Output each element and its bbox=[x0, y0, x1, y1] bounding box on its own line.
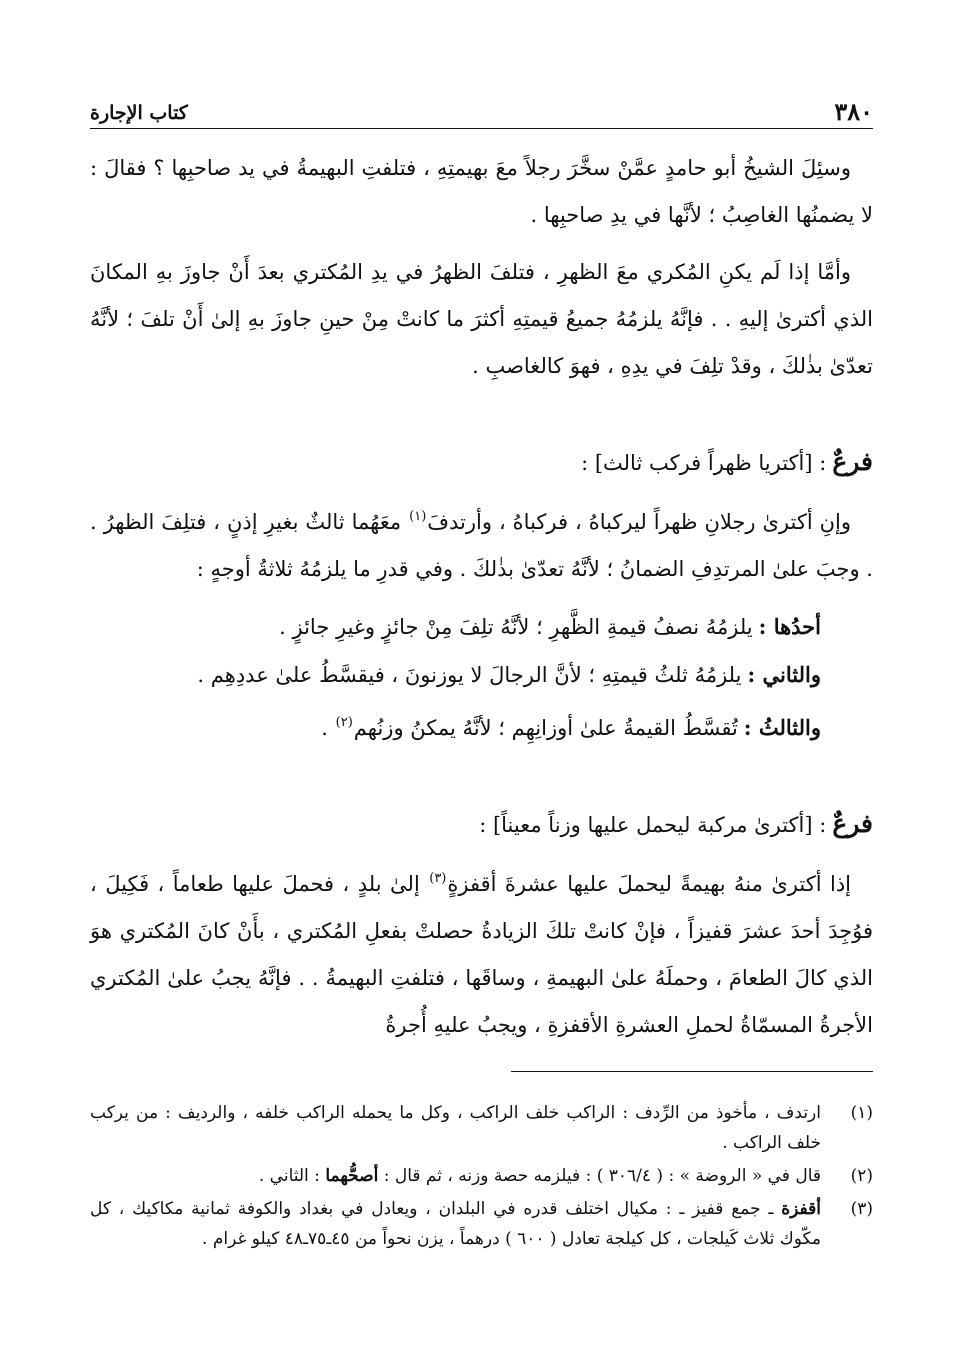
opinion-text: يلزمُهُ نصفُ قيمةِ الظَّهرِ ؛ لأنَّهُ تلِفَ مِنْ جائزٍ وغيرِ جائزٍ . bbox=[279, 615, 753, 639]
page-number: ٣٨٠ bbox=[834, 97, 873, 126]
paragraph-abu-hamid: وسئِلَ الشيخُ أبو حامدٍ عمَّنْ سخَّرَ رجلاً معَ بهيمتِهِ ، فتلفتِ البهيمةُ في يد صاحبِها ؟ فقالَ : لا يضمنُها الغاصِبُ ؛ لأنَّها في يدِ صاحبِها . bbox=[90, 156, 873, 227]
footnote-1 bbox=[90, 1098, 873, 1158]
footnotes bbox=[90, 1098, 873, 1257]
opinion-lead: والثاني : bbox=[747, 662, 821, 687]
footnote-bold: أصحُّهما bbox=[325, 1166, 379, 1186]
footnote-ref-3: (٣) bbox=[429, 871, 447, 886]
footnote-text bbox=[90, 1194, 821, 1254]
paragraph-text: وإنِ أكترىٰ رجلانِ ظهراً ليركباهُ ، فركباهُ ، وأرتدفَ bbox=[427, 510, 851, 534]
paragraph-text: إذا أكترىٰ منهُ بهيمةً ليحملَ عليها عشرةَ أقفزةٍ bbox=[447, 872, 851, 896]
footnote-bold: أقفزة bbox=[781, 1199, 821, 1219]
footnote-text bbox=[90, 1098, 821, 1158]
section-title: : [أكتريا ظهراً فركب ثالث] : bbox=[581, 451, 827, 475]
opinion-tail: . bbox=[321, 716, 335, 740]
section-heading-1 bbox=[90, 438, 873, 487]
footnote-body: ارتدف ، مأخوذ من الرِّدف : الراكب خلف الراكب ، وكل ما يحمله الراكب خلفه ، والرديف : من يركب خلف الراكب . bbox=[90, 1103, 821, 1153]
footnote-3 bbox=[90, 1194, 873, 1254]
footnote-text bbox=[90, 1161, 821, 1191]
opinions-list bbox=[90, 603, 873, 752]
section-title: : [أكترىٰ مركبة ليحمل عليها وزناً معيناً] : bbox=[479, 813, 827, 837]
opinion-text: يلزمُهُ ثلثُ قيمتِهِ ؛ لأنَّ الرجالَ لا يوزنونَ ، فيقسَّطُ علىٰ عددِهِم . bbox=[197, 663, 742, 687]
main-text bbox=[90, 145, 873, 1059]
footnote-2 bbox=[90, 1161, 873, 1191]
paragraph-text: إلىٰ بلدٍ ، فحملَ عليها طعاماً ، فَكِيلَ ، فوُجِدَ أحدَ عشرَ قفيزاً ، فإنْ كانتْ تلكَ الزيادةُ حصلتْ بفعلِ المُكتري ، بأَنْ كانَ المُكتري هوَ الذي كالَ الطعامَ ، وحملَهُ علىٰ البهيمةِ ، وساقَها ، فتلفتِ البهيمةُ . . فإنَّهُ يجبُ علىٰ المُكتري الأجرةُ المسمّاةُ لحملِ العشرةِ الأقفزةِ ، ويجبُ عليهِ أُجرةُ bbox=[90, 872, 873, 1037]
footnote-number: (٢) bbox=[850, 1166, 873, 1186]
far-label: فرعٌ bbox=[832, 447, 873, 476]
footnote-separator bbox=[511, 1071, 873, 1072]
opinion-lead: أحدُها : bbox=[758, 614, 821, 639]
paragraph-text: معَهُما ثالثٌ بغيرِ إذنٍ ، فتلِفَ الظهرُ . . وجبَ علىٰ المرتدِفِ الضمانُ ؛ لأنَّهُ تعدّىٰ بذٰلكَ . وفي قدرِ ما يلزمُهُ ثلاثةُ أوجهٍ : bbox=[90, 510, 873, 581]
paragraph-mukri-absent: وأمَّا إذا لَم يكنِ المُكري معَ الظهرِ ، فتلفَ الظهرُ في يدِ المُكتري بعدَ أَنْ جاوزَ بهِ المكانَ الذي أكترىٰ إليهِ . . فإنَّهُ يلزمُهُ جميعُ قيمتِهِ أكثرَ ما كانتْ مِنْ حينِ جاوزَ بهِ إلىٰ أَنْ تلفَ ؛ لأنَّهُ تعدّىٰ بذٰلكَ ، وقدْ تلِفَ في يدِهِ ، فهوَ كالغاصبِ . bbox=[90, 260, 873, 378]
paragraph-two-renters bbox=[90, 493, 873, 593]
footnote-ref-1: (١) bbox=[409, 509, 427, 524]
opinion-text: تُقسَّطُ القيمةُ علىٰ أوزانِهِم ؛ لأنَّهُ يمكنُ وزنُهم bbox=[353, 716, 738, 740]
opinion-item bbox=[90, 603, 821, 651]
section-heading-2 bbox=[90, 800, 873, 849]
running-title: كتاب الإجارة bbox=[90, 102, 188, 124]
far-label: فرعٌ bbox=[832, 809, 873, 838]
page-header bbox=[90, 80, 873, 129]
footnote-body: قال في « الروضة » : ( ٣٠٦/٤ ) : فيلزمه حصة وزنه ، ثم قال : bbox=[378, 1166, 821, 1186]
opinion-item bbox=[90, 699, 821, 752]
footnote-number: (١) bbox=[850, 1103, 873, 1123]
opinion-item bbox=[90, 651, 821, 699]
paragraph-animal-load bbox=[90, 855, 873, 1049]
footnote-body: : الثاني . bbox=[258, 1166, 326, 1186]
footnote-ref-2: (٢) bbox=[335, 715, 353, 730]
opinion-lead: والثالثُ : bbox=[743, 715, 821, 740]
footnote-body: ـ جمع قفيز ـ : مكيال اختلف قدره في البلدان ، ويعادل في بغداد والكوفة ثمانية مكاكيك ، كل مكّوك ثلاث كَيلجات ، كل كيلجة تعادل ( ٦٠٠ ) درهماً ، يزن نحواً من ٤٥ـ٧٥ـ٤٨ كيلو غرام . bbox=[90, 1199, 821, 1249]
footnote-number: (٣) bbox=[850, 1199, 873, 1219]
